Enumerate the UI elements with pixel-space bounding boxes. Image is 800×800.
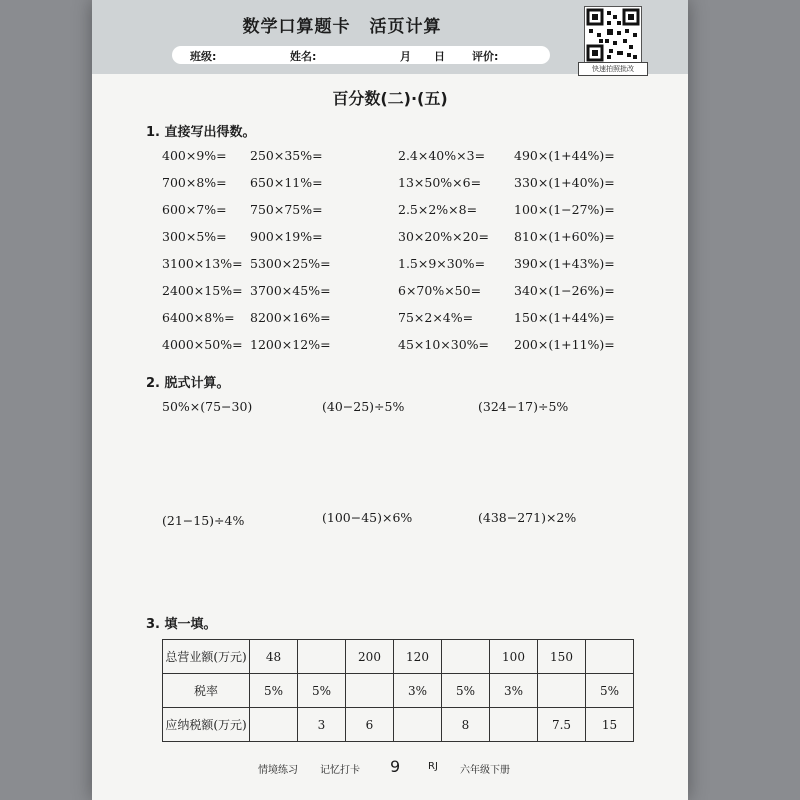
calc-item: 2400×15%= xyxy=(162,283,243,298)
stepwise-item: (324−17)÷5% xyxy=(478,399,569,414)
calc-row xyxy=(162,256,682,283)
day-label: 日 xyxy=(434,50,445,63)
footer-rj: RJ xyxy=(428,761,438,772)
calc-item: 650×11%= xyxy=(250,175,323,190)
table-cell[interactable]: 100 xyxy=(490,640,538,674)
qr-code-icon[interactable] xyxy=(584,6,642,64)
row-label: 税率 xyxy=(163,674,250,708)
calc-item: 13×50%×6= xyxy=(398,175,482,190)
worksheet-title xyxy=(92,12,592,37)
section-3-heading: 3. 填一填。 xyxy=(146,617,217,632)
row-label: 总营业额(万元) xyxy=(163,640,250,674)
calc-row xyxy=(162,229,682,256)
calc-item: 340×(1−26%)= xyxy=(514,283,615,298)
table-cell[interactable] xyxy=(442,640,490,674)
calc-item: 900×19%= xyxy=(250,229,323,244)
table-cell[interactable]: 8 xyxy=(442,708,490,742)
qr-caption: 快速拍照批改 xyxy=(578,62,648,76)
rating-label: 评价: xyxy=(472,50,499,63)
calc-item: 750×75%= xyxy=(250,202,323,217)
header-band xyxy=(92,0,688,74)
info-bar xyxy=(172,46,550,64)
calc-item: 6×70%×50= xyxy=(398,283,482,298)
calc-row xyxy=(162,337,682,364)
calc-item: 1.5×9×30%= xyxy=(398,256,486,271)
stepwise-item: (438−271)×2% xyxy=(478,510,577,525)
table-cell[interactable]: 7.5 xyxy=(538,708,586,742)
table-cell[interactable]: 200 xyxy=(346,640,394,674)
stepwise-item: (100−45)×6% xyxy=(322,510,413,525)
calc-item: 45×10×30%= xyxy=(398,337,490,352)
calc-item: 400×9%= xyxy=(162,148,227,163)
footer-mid: 记忆打卡 xyxy=(320,765,360,776)
calc-item: 390×(1+43%)= xyxy=(514,256,615,271)
table-cell[interactable]: 6 xyxy=(346,708,394,742)
table-cell[interactable] xyxy=(250,708,298,742)
calc-item: 600×7%= xyxy=(162,202,227,217)
table-cell[interactable] xyxy=(538,674,586,708)
calc-row xyxy=(162,148,682,175)
section-2-heading: 2. 脱式计算。 xyxy=(146,376,230,391)
footer-left: 情境练习 xyxy=(258,765,298,776)
worksheet-page xyxy=(92,0,688,800)
calc-item: 810×(1+60%)= xyxy=(514,229,615,244)
calc-item: 490×(1+44%)= xyxy=(514,148,615,163)
stepwise-item: (40−25)÷5% xyxy=(322,399,405,414)
table-cell[interactable]: 15 xyxy=(586,708,634,742)
calc-item: 4000×50%= xyxy=(162,337,243,352)
table-row xyxy=(163,708,634,742)
table-cell[interactable]: 3% xyxy=(394,674,442,708)
table-cell[interactable]: 5% xyxy=(442,674,490,708)
table-cell[interactable] xyxy=(394,708,442,742)
calc-item: 100×(1−27%)= xyxy=(514,202,615,217)
calc-item: 1200×12%= xyxy=(250,337,331,352)
calc-item: 5300×25%= xyxy=(250,256,331,271)
calc-row xyxy=(162,283,682,310)
footer-grade: 六年级下册 xyxy=(460,765,510,776)
calc-row xyxy=(162,310,682,337)
calc-item: 3100×13%= xyxy=(162,256,243,271)
calc-item: 75×2×4%= xyxy=(398,310,474,325)
page-footer xyxy=(92,757,688,781)
stepwise-item: (21−15)÷4% xyxy=(162,513,245,528)
calc-item: 3700×45%= xyxy=(250,283,331,298)
stepwise-item: 50%×(75−30) xyxy=(162,399,253,414)
table-cell[interactable] xyxy=(586,640,634,674)
calc-item: 250×35%= xyxy=(250,148,323,163)
calc-item: 330×(1+40%)= xyxy=(514,175,615,190)
calc-row xyxy=(162,202,682,229)
table-cell[interactable]: 5% xyxy=(250,674,298,708)
calc-item: 150×(1+44%)= xyxy=(514,310,615,325)
table-cell[interactable]: 120 xyxy=(394,640,442,674)
table-cell[interactable] xyxy=(298,640,346,674)
direct-calc-grid xyxy=(162,148,682,364)
table-cell[interactable] xyxy=(346,674,394,708)
table-cell[interactable]: 150 xyxy=(538,640,586,674)
table-cell[interactable] xyxy=(490,708,538,742)
calc-item: 700×8%= xyxy=(162,175,227,190)
calc-item: 6400×8%= xyxy=(162,310,235,325)
table-cell[interactable]: 48 xyxy=(250,640,298,674)
class-label: 班级: xyxy=(190,50,217,63)
title-main: 数学口算题卡 xyxy=(242,17,351,37)
calc-item: 300×5%= xyxy=(162,229,227,244)
table-row xyxy=(163,674,634,708)
calc-item: 2.5×2%×8= xyxy=(398,202,478,217)
table-cell[interactable]: 3 xyxy=(298,708,346,742)
tax-fill-table xyxy=(162,639,634,742)
calc-item: 200×(1+11%)= xyxy=(514,337,615,352)
table-cell[interactable]: 5% xyxy=(586,674,634,708)
title-sub: 活页计算 xyxy=(369,17,442,37)
page-title: 百分数(二)·(五) xyxy=(332,89,448,108)
month-label: 月 xyxy=(400,50,411,63)
table-row xyxy=(163,640,634,674)
table-cell[interactable]: 3% xyxy=(490,674,538,708)
row-label: 应纳税额(万元) xyxy=(163,708,250,742)
name-label: 姓名: xyxy=(290,50,317,63)
calc-item: 8200×16%= xyxy=(250,310,331,325)
calc-item: 30×20%×20= xyxy=(398,229,490,244)
section-1-heading: 1. 直接写出得数。 xyxy=(146,125,256,140)
calc-row xyxy=(162,175,682,202)
calc-item: 2.4×40%×3= xyxy=(398,148,486,163)
page-number: 9 xyxy=(390,757,401,776)
table-cell[interactable]: 5% xyxy=(298,674,346,708)
